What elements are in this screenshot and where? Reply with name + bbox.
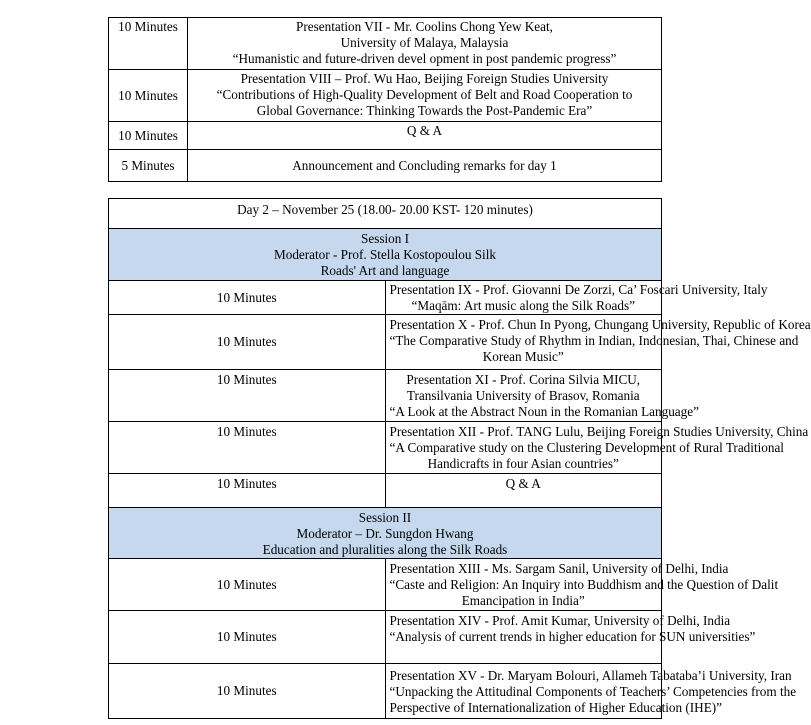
session-theme: Education and pluralities along the Silk Roads <box>262 542 508 557</box>
presentation-topic: Korean Music” <box>482 349 564 364</box>
presentation-cell <box>385 422 809 474</box>
duration-cell: 10 Minutes <box>109 18 188 70</box>
presentation-topic: “A Comparative study on the Clustering Development of Rural Traditional <box>389 440 784 455</box>
day2-program-table <box>108 198 811 719</box>
day1-program-table <box>108 17 662 182</box>
announcement-label: Announcement and Concluding remarks for day 1 <box>292 157 557 173</box>
day-header: Day 2 – November 25 (18.00- 20.00 KST- 120 minutes) <box>109 199 662 229</box>
table-row <box>109 315 662 370</box>
table-row <box>109 122 662 150</box>
duration-cell: 10 Minutes <box>109 664 386 719</box>
duration-cell: 10 Minutes <box>109 559 386 611</box>
session-title: Session II <box>358 510 412 525</box>
presentation-topic: Global Governance: Thinking Towards the Post-Pandemic Era” <box>256 103 593 118</box>
table-row <box>109 281 662 315</box>
duration-cell: 5 Minutes <box>109 150 188 182</box>
table-row <box>109 559 662 611</box>
presentation-topic: “Caste and Religion: An Inquiry into Buddhism and the Question of Dalit <box>389 577 779 592</box>
duration-cell: 10 Minutes <box>109 611 386 664</box>
presentation-cell <box>385 611 756 664</box>
table-row <box>109 474 662 508</box>
qa-cell <box>385 474 662 508</box>
presentation-title: Presentation VII - Mr. Coolins Chong Yew Keat, <box>296 19 553 34</box>
session-moderator: Moderator - Prof. Stella Kostopoulou Silk <box>274 247 496 262</box>
table-row <box>109 370 662 422</box>
presentation-title: Presentation XI - Prof. Corina Silvia MICU, <box>406 372 641 387</box>
presentation-title: Presentation XIV - Prof. Amit Kumar, University of Delhi, India <box>389 613 731 628</box>
session-header <box>109 508 662 559</box>
table-row <box>109 422 662 474</box>
presentation-topic: Emancipation in India” <box>461 593 585 608</box>
qa-cell <box>188 122 662 150</box>
table-row <box>109 70 662 122</box>
announcement-cell <box>188 150 662 182</box>
presentation-cell <box>385 281 768 315</box>
session-header <box>109 229 662 281</box>
duration-cell: 10 Minutes <box>109 122 188 150</box>
presentation-cell <box>385 315 811 370</box>
presentation-topic: “Maqām: Art music along the Silk Roads” <box>411 298 635 313</box>
presentation-cell <box>385 664 797 719</box>
presentation-affiliation: University of Malaya, Malaysia <box>340 35 509 50</box>
session-header-row <box>109 508 662 559</box>
day-header-row <box>109 199 662 229</box>
presentation-topic: Handicrafts in four Asian countries” <box>427 456 619 471</box>
presentation-cell <box>188 70 662 122</box>
presentation-title: Presentation IX - Prof. Giovanni De Zorzi, Ca’ Foscari University, Italy <box>389 282 768 297</box>
table-row <box>109 664 662 719</box>
duration-cell: 10 Minutes <box>109 281 386 315</box>
presentation-cell <box>385 370 699 422</box>
session-title: Session I <box>361 231 409 246</box>
duration-cell: 10 Minutes <box>109 422 386 474</box>
presentation-topic: “A Look at the Abstract Noun in the Romanian Language” <box>389 404 699 419</box>
presentation-title: Presentation XIII - Ms. Sargam Sanil, University of Delhi, India <box>389 561 729 576</box>
session-theme: Roads' Art and language <box>320 263 450 278</box>
presentation-topic: “Contributions of High-Quality Development of Belt and Road Cooperation to <box>216 87 633 102</box>
table-row <box>109 18 662 70</box>
duration-cell: 10 Minutes <box>109 70 188 122</box>
presentation-title: Presentation X - Prof. Chun In Pyong, Chungang University, Republic of Korea <box>389 317 811 332</box>
presentation-cell <box>188 18 662 70</box>
presentation-title: Presentation VIII – Prof. Wu Hao, Beijing Foreign Studies University <box>240 71 609 86</box>
duration-cell: 10 Minutes <box>109 474 386 508</box>
presentation-topic: “Unpacking the Attitudinal Components of Teachers’ Competencies from the <box>389 684 797 699</box>
duration-cell: 10 Minutes <box>109 370 386 422</box>
presentation-topic: Perspective of Internationalization of Higher Education (IHE)” <box>389 700 722 715</box>
table-row <box>109 611 662 664</box>
presentation-title: Presentation XII - Prof. TANG Lulu, Beijing Foreign Studies University, China <box>389 424 809 439</box>
presentation-affiliation: Transilvania University of Brasov, Romania <box>406 388 640 403</box>
session-header-row <box>109 229 662 281</box>
presentation-topic: “Analysis of current trends in higher education for SUN universities” <box>389 629 756 644</box>
session-moderator: Moderator – Dr. Sungdon Hwang <box>296 526 474 541</box>
duration-cell: 10 Minutes <box>109 315 386 370</box>
presentation-cell <box>385 559 779 611</box>
presentation-topic: “The Comparative Study of Rhythm in Indian, Indonesian, Thai, Chinese and <box>389 333 799 348</box>
qa-label: Q & A <box>505 476 541 491</box>
presentation-title: Presentation XV - Dr. Maryam Bolouri, Allameh Tabataba’i University, Iran <box>389 668 792 683</box>
table-row <box>109 150 662 182</box>
presentation-topic: “Humanistic and future-driven devel opment in post pandemic progress” <box>232 51 617 66</box>
qa-label: Q & A <box>406 123 443 138</box>
